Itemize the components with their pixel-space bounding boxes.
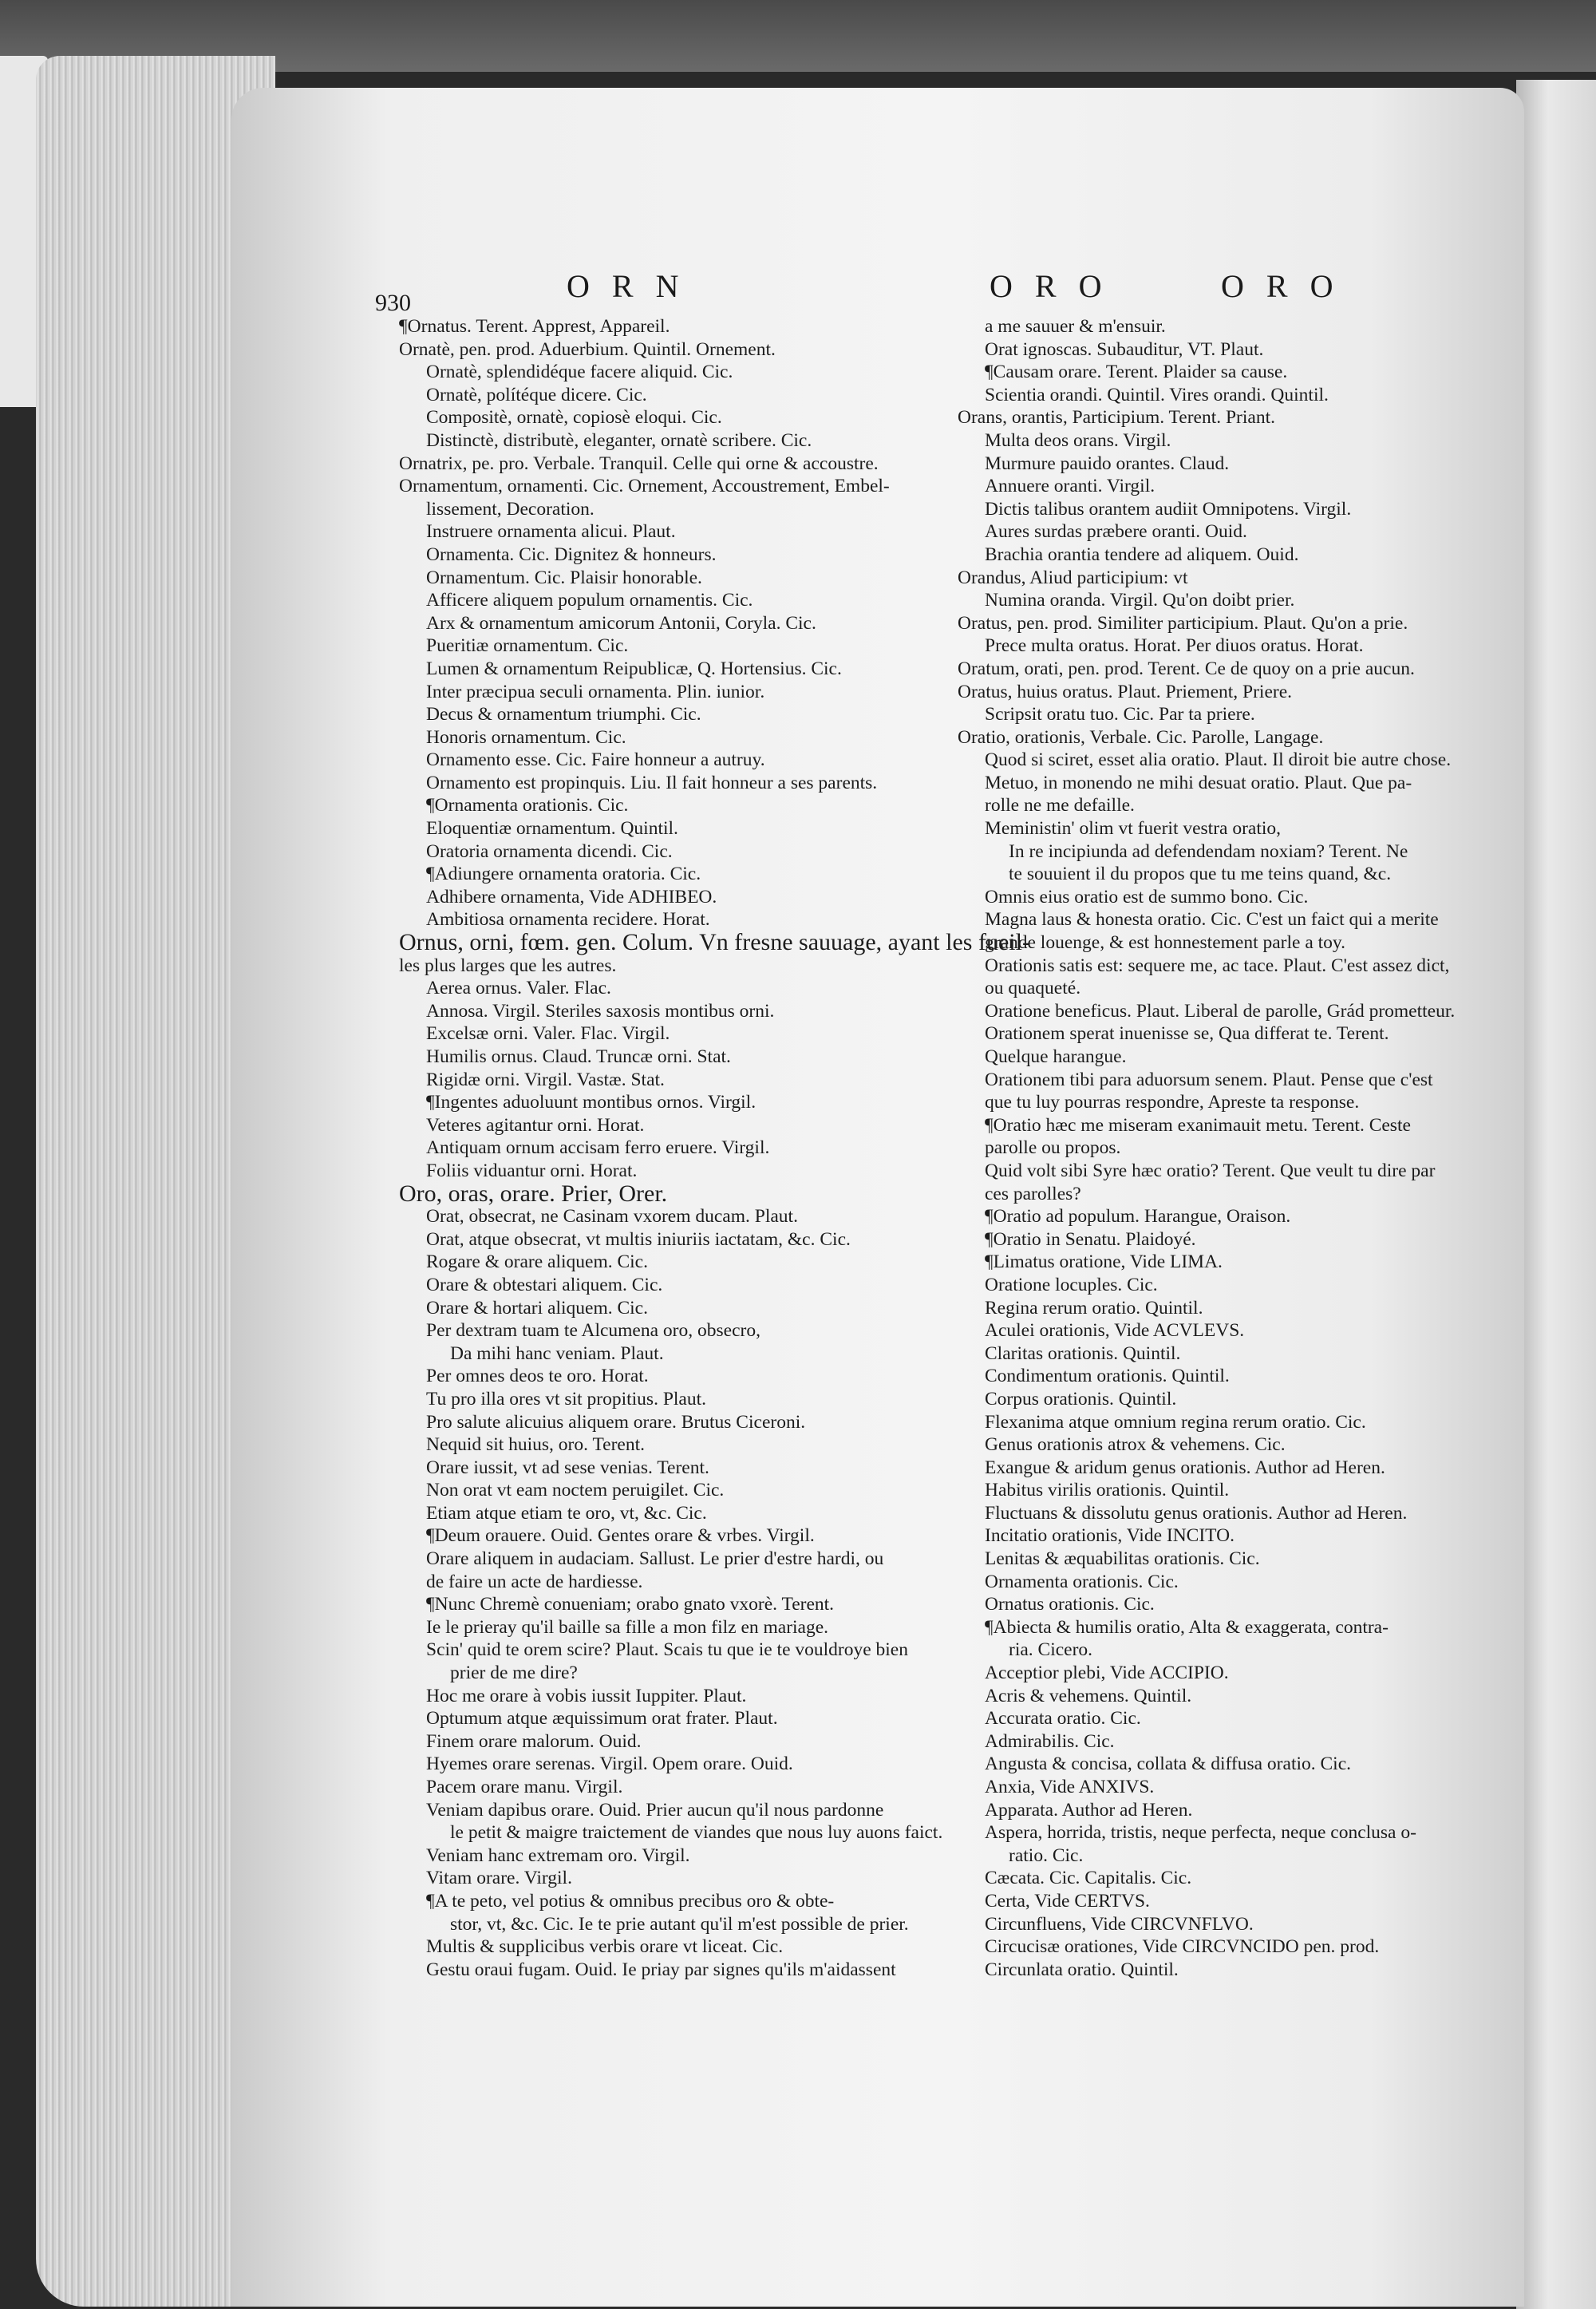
entry-line: ¶Limatus oratione, Vide LIMA.: [985, 1251, 1223, 1273]
entry-line: Pueritiæ ornamentum. Cic.: [426, 635, 629, 657]
entry-line: Flexanima atque omnium regina rerum oratio. Cic.: [985, 1411, 1366, 1433]
entry-line: ¶Oratio hæc me miseram exanimauit metu. Terent. Ceste: [985, 1114, 1411, 1136]
entry-line: Per dextram tuam te Alcumena oro, obsecro,: [426, 1320, 760, 1342]
entry-line: Orationem sperat inuenisse se, Qua differat te. Terent.: [985, 1023, 1389, 1045]
entry-line: Per omnes deos te oro. Horat.: [426, 1366, 649, 1387]
entry-line: parolle ou propos.: [985, 1137, 1121, 1159]
entry-line: Tu pro illa ores vt sit propitius. Plaut.: [426, 1388, 706, 1410]
entry-line: Exangue & aridum genus orationis. Author ad Heren.: [985, 1457, 1385, 1478]
entry-line: Ornamenta orationis. Cic.: [985, 1571, 1179, 1592]
entry-line: Ornus, orni, fœm. gen. Colum. Vn fresne sauuage, ayant les fueil-: [399, 929, 1030, 956]
entry-line: Orat, atque obsecrat, vt multis iniuriis iactatam, &c. Cic.: [426, 1228, 851, 1250]
entry-line: que tu luy pourras respondre, Apreste ta response.: [985, 1092, 1360, 1113]
entry-line: Dictis talibus orantem audiit Omnipotens. Virgil.: [985, 498, 1352, 520]
entry-line: Lenitas & æquabilitas orationis. Cic.: [985, 1548, 1260, 1570]
entry-line: Condimentum orationis. Quintil.: [985, 1366, 1230, 1387]
entry-line: ¶Oratio ad populum. Harangue, Oraison.: [985, 1206, 1291, 1228]
entry-line: Scin' quid te orem scire? Plaut. Scais tu que ie te vouldroye bien: [426, 1639, 908, 1661]
entry-line: Acris & vehemens. Quintil.: [985, 1685, 1192, 1706]
entry-line: Non orat vt eam noctem peruigilet. Cic.: [426, 1480, 725, 1501]
entry-line: Nequid sit huius, oro. Terent.: [426, 1434, 646, 1456]
entry-line: Instruere ornamenta alicui. Plaut.: [426, 521, 676, 543]
entry-line: Circunlata oratio. Quintil.: [985, 1959, 1179, 1980]
entry-line: Da mihi hanc veniam. Plaut.: [450, 1342, 664, 1364]
entry-line: Incitatio orationis, Vide INCITO.: [985, 1525, 1235, 1547]
entry-line: Oratoria ornamenta dicendi. Cic.: [426, 840, 673, 862]
right-column: [958, 315, 1484, 1981]
entry-line: Oratus, pen. prod. Similiter participium. Plaut. Qu'on a prie.: [958, 612, 1408, 634]
entry-line: Pro salute alicuius aliquem orare. Brutus Ciceroni.: [426, 1411, 806, 1433]
entry-line: Ornamento esse. Cic. Faire honneur a autruy.: [426, 749, 765, 771]
entry-line: Ornatus orationis. Cic.: [985, 1594, 1155, 1615]
entry-line: Prece multa oratus. Horat. Per diuos oratus. Horat.: [985, 635, 1364, 657]
entry-line: Claritas orationis. Quintil.: [985, 1342, 1181, 1364]
entry-line: Ornatrix, pe. pro. Verbale. Tranquil. Celle qui orne & accoustre.: [399, 453, 879, 474]
entry-line: Arx & ornamentum amicorum Antonii, Coryla. Cic.: [426, 612, 816, 634]
entry-line: Genus orationis atrox & vehemens. Cic.: [985, 1434, 1286, 1456]
entry-line: ¶Ornatus. Terent. Apprest, Appareil.: [399, 316, 670, 337]
entry-line: Rigidæ orni. Virgil. Vastæ. Stat.: [426, 1069, 665, 1090]
entry-line: ratio. Cic.: [1009, 1844, 1084, 1866]
entry-line: Veniam dapibus orare. Ouid. Prier aucun qu'il nous pardonne: [426, 1799, 884, 1821]
entry-line: Orandus, Aliud participium: vt: [958, 567, 1188, 588]
entry-line: ria. Cicero.: [1009, 1639, 1093, 1661]
facing-page-edge: [1516, 80, 1596, 2309]
header-left-word: ORN: [567, 268, 701, 304]
entry-line: grande louenge, & est honnestement parle a toy.: [985, 932, 1346, 954]
entry-line: Ornamenta. Cic. Dignitez & honneurs.: [426, 544, 717, 565]
entry-line: Oratione locuples. Cic.: [985, 1274, 1158, 1295]
entry-line: Aures surdas præbere oranti. Ouid.: [985, 521, 1247, 543]
entry-line: Oratum, orati, pen. prod. Terent. Ce de quoy on a prie aucun.: [958, 658, 1415, 679]
entry-line: Pacem orare manu. Virgil.: [426, 1777, 623, 1797]
entry-line: Cæcata. Cic. Capitalis. Cic.: [985, 1868, 1192, 1889]
entry-line: Quod si sciret, esset alia oratio. Plaut. Il diroit bie autre chose.: [985, 749, 1452, 771]
entry-line: Metuo, in monendo ne mihi desuat oratio. Plaut. Que pa-: [985, 772, 1412, 793]
entry-line: Ambitiosa ornamenta recidere. Horat.: [426, 909, 710, 931]
entry-line: Antiquam ornum accisam ferro eruere. Virgil.: [426, 1137, 770, 1159]
entry-line: Oro, oras, orare. Prier, Orer.: [399, 1180, 668, 1207]
entry-line: ¶Ingentes aduoluunt montibus ornos. Virgil.: [426, 1092, 757, 1113]
entry-line: les plus larges que les autres.: [399, 955, 617, 976]
entry-line: Rogare & orare aliquem. Cic.: [426, 1251, 648, 1273]
entry-line: a me sauuer & m'ensuir.: [985, 316, 1166, 337]
entry-line: ces parolles?: [985, 1183, 1081, 1204]
left-column: [399, 315, 1030, 1981]
entry-line: Oratus, huius oratus. Plaut. Priement, Priere.: [958, 681, 1293, 702]
entry-line: le petit & maigre traictement de viandes que nous luy auons faict.: [450, 1822, 943, 1844]
entry-line: Oratio, orationis, Verbale. Cic. Parolle, Langage.: [958, 726, 1324, 748]
entry-line: Hyemes orare serenas. Virgil. Opem orare. Ouid.: [426, 1753, 793, 1775]
entry-line: Meministin' olim vt fuerit vestra oratio,: [985, 818, 1282, 840]
entry-line: Scientia orandi. Quintil. Vires orandi. Quintil.: [985, 384, 1329, 405]
entry-line: Habitus virilis orationis. Quintil.: [985, 1480, 1230, 1501]
entry-line: Lumen & ornamentum Reipublicæ, Q. Hortensius. Cic.: [426, 658, 842, 679]
entry-line: ¶Causam orare. Terent. Plaider sa cause.: [985, 362, 1288, 383]
entry-line: Circucisæ orationes, Vide CIRCVNCIDO pen. prod.: [985, 1936, 1380, 1958]
entry-line: Aspera, horrida, tristis, neque perfecta, neque conclusa o-: [985, 1822, 1416, 1844]
entry-line: Orationis satis est: sequere me, ac tace. Plaut. C'est assez dict,: [985, 955, 1450, 976]
entry-line: Aerea ornus. Valer. Flac.: [426, 978, 611, 999]
entry-line: ¶Ornamenta orationis. Cic.: [426, 795, 629, 816]
entry-line: Multa deos orans. Virgil.: [985, 429, 1171, 451]
entry-line: Humilis ornus. Claud. Truncæ orni. Stat.: [426, 1046, 731, 1067]
header-middle-word: ORO: [990, 268, 1124, 304]
entry-line: Acceptior plebi, Vide ACCIPIO.: [985, 1663, 1229, 1684]
entry-line: Certa, Vide CERTVS.: [985, 1890, 1150, 1912]
entry-line: Ornatè, splendidéque facere aliquid. Cic.: [426, 362, 733, 383]
entry-line: ¶Abiecta & humilis oratio, Alta & exaggerata, contra-: [985, 1616, 1389, 1638]
entry-line: Adhibere ornamenta, Vide ADHIBEO.: [426, 886, 717, 907]
entry-line: ¶Adiungere ornamenta oratoria. Cic.: [426, 864, 701, 885]
entry-line: ¶Deum orauere. Ouid. Gentes orare & vrbes. Virgil.: [426, 1525, 815, 1547]
entry-line: Veniam hanc extremam oro. Virgil.: [426, 1844, 690, 1866]
entry-line: te souuient il du propos que tu me teins quand, &c.: [1009, 864, 1392, 885]
entry-line: Orat ignoscas. Subauditur, VT. Plaut.: [985, 338, 1264, 360]
entry-line: Eloquentiæ ornamentum. Quintil.: [426, 818, 678, 840]
entry-line: Angusta & concisa, collata & diffusa oratio. Cic.: [985, 1753, 1352, 1775]
entry-line: rolle ne me defaille.: [985, 795, 1135, 816]
entry-line: Honoris ornamentum. Cic.: [426, 726, 626, 748]
entry-line: Decus & ornamentum triumphi. Cic.: [426, 704, 701, 726]
entry-line: Accurata oratio. Cic.: [985, 1708, 1141, 1730]
entry-line: Corpus orationis. Quintil.: [985, 1388, 1177, 1410]
entry-line: ¶A te peto, vel potius & omnibus precibus oro & obte-: [426, 1890, 835, 1912]
entry-line: Orare iussit, vt ad sese venias. Terent.: [426, 1457, 709, 1478]
header-right-word: ORO: [1221, 268, 1356, 304]
page-number: 930: [375, 290, 411, 316]
entry-line: Inter præcipua seculi ornamenta. Plin. iunior.: [426, 681, 765, 702]
entry-line: Vitam orare. Virgil.: [426, 1868, 572, 1889]
entry-line: Compositè, ornatè, copiosè eloqui. Cic.: [426, 407, 722, 429]
entry-line: Ornamentum. Cic. Plaisir honorable.: [426, 567, 702, 588]
entry-line: stor, vt, &c. Cic. Ie te prie autant qu'il m'est possible de prier.: [450, 1913, 909, 1935]
entry-line: Quid volt sibi Syre hæc oratio? Terent. Que veult tu dire par: [985, 1160, 1436, 1181]
entry-line: ¶Oratio in Senatu. Plaidoyé.: [985, 1228, 1196, 1250]
entry-line: Aculei orationis, Vide ACVLEVS.: [985, 1320, 1245, 1342]
entry-line: Excelsæ orni. Valer. Flac. Virgil.: [426, 1023, 670, 1045]
entry-line: Gestu oraui fugam. Ouid. Ie priay par signes qu'ils m'aidassent: [426, 1959, 896, 1980]
entry-line: Ornamento est propinquis. Liu. Il fait honneur a ses parents.: [426, 772, 878, 793]
entry-line: Quelque harangue.: [985, 1046, 1127, 1067]
entry-line: Veteres agitantur orni. Horat.: [426, 1114, 645, 1136]
entry-line: In re incipiunda ad defendendam noxiam? Terent. Ne: [1009, 840, 1408, 862]
entry-line: Optumum atque æquissimum orat frater. Plaut.: [426, 1708, 778, 1730]
entry-line: Orationem tibi para aduorsum senem. Plaut. Pense que c'est: [985, 1069, 1433, 1090]
entry-line: Distinctè, distributè, eleganter, ornatè scribere. Cic.: [426, 429, 812, 451]
entry-line: Ie le prieray qu'il baille sa fille a mon filz en mariage.: [426, 1616, 829, 1638]
entry-line: Orare & hortari aliquem. Cic.: [426, 1297, 648, 1319]
entry-line: ¶Nunc Chremè conueniam; orabo gnato vxorè. Terent.: [426, 1594, 835, 1615]
entry-line: Anxia, Vide ANXIVS.: [985, 1777, 1155, 1797]
entry-line: Scripsit oratu tuo. Cic. Par ta priere.: [985, 704, 1255, 726]
entry-line: Orare aliquem in audaciam. Sallust. Le prier d'estre hardi, ou: [426, 1548, 884, 1570]
entry-line: ou quaqueté.: [985, 978, 1081, 999]
entry-line: Annuere oranti. Virgil.: [985, 476, 1156, 497]
entry-line: Numina oranda. Virgil. Qu'on doibt prier.: [985, 590, 1295, 611]
entry-line: Magna laus & honesta oratio. Cic. C'est un faict qui a merite: [985, 909, 1439, 931]
entry-line: Etiam atque etiam te oro, vt, &c. Cic.: [426, 1502, 707, 1524]
entry-line: Oratione beneficus. Plaut. Liberal de parolle, Grád prometteur.: [985, 1000, 1456, 1022]
entry-line: Multis & supplicibus verbis orare vt liceat. Cic.: [426, 1936, 784, 1958]
entry-line: Admirabilis. Cic.: [985, 1730, 1115, 1752]
entry-line: Annosa. Virgil. Steriles saxosis montibus orni.: [426, 1000, 775, 1022]
entry-line: Ornamentum, ornamenti. Cic. Ornement, Accoustrement, Embel-: [399, 476, 890, 497]
entry-line: de faire un acte de hardiesse.: [426, 1571, 643, 1592]
entry-line: Afficere aliquem populum ornamentis. Cic.: [426, 590, 753, 611]
entry-line: Apparata. Author ad Heren.: [985, 1799, 1193, 1821]
entry-line: lissement, Decoration.: [426, 498, 595, 520]
entry-line: Circunfluens, Vide CIRCVNFLVO.: [985, 1913, 1254, 1935]
entry-line: Fluctuans & dissolutu genus orationis. Author ad Heren.: [985, 1502, 1408, 1524]
entry-line: Orat, obsecrat, ne Casinam vxorem ducam. Plaut.: [426, 1206, 798, 1228]
entry-line: Ornatè, polítéque dicere. Cic.: [426, 384, 647, 405]
entry-line: Omnis eius oratio est de summo bono. Cic.: [985, 886, 1309, 907]
entry-line: Regina rerum oratio. Quintil.: [985, 1297, 1203, 1319]
entry-line: prier de me dire?: [450, 1663, 578, 1684]
entry-line: Orans, orantis, Participium. Terent. Priant.: [958, 407, 1275, 429]
entry-line: Foliis viduantur orni. Horat.: [426, 1160, 638, 1181]
entry-line: Finem orare malorum. Ouid.: [426, 1730, 642, 1752]
entry-line: Ornatè, pen. prod. Aduerbium. Quintil. Ornement.: [399, 338, 776, 360]
entry-line: Murmure pauido orantes. Claud.: [985, 453, 1230, 474]
entry-line: Orare & obtestari aliquem. Cic.: [426, 1274, 663, 1295]
entry-line: Brachia orantia tendere ad aliquem. Ouid.: [985, 544, 1299, 565]
entry-line: Hoc me orare à vobis iussit Iuppiter. Plaut.: [426, 1685, 747, 1706]
